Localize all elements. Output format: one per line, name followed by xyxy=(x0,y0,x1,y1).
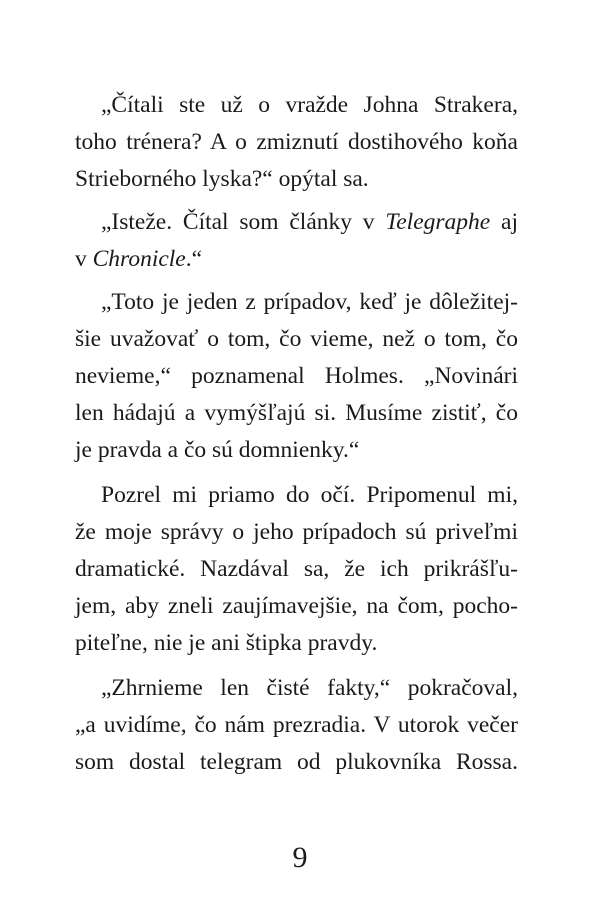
text-line: jem, aby zneli zaujímavejšie, na čom, pocho- xyxy=(75,593,518,619)
text-line: dramatické. Nazdával sa, že ich prikrášľu- xyxy=(75,556,518,582)
text-line: Pozrel mi priamo do očí. Pripomenul mi, xyxy=(101,482,518,508)
text-line: nevieme,“ poznamenal Holmes. „Novinári xyxy=(75,363,518,389)
text-line: Strieborného lyska?“ opýtal sa. xyxy=(75,166,369,192)
text-line: „Čítali ste už o vražde Johna Strakera, xyxy=(101,92,518,118)
text-line: som dostal telegram od plukovníka Rossa. xyxy=(75,749,518,775)
page-number: 9 xyxy=(292,841,308,874)
text-line: v Chronicle.“ xyxy=(75,246,203,272)
text-line: toho trénera? A o zmiznutí dostihového koňa xyxy=(75,129,518,155)
text-line: „Zhrnieme len čisté fakty,“ pokračoval, xyxy=(101,675,518,701)
text-line: že moje správy o jeho prípadoch sú priveľmi xyxy=(75,519,518,545)
text-line: „Toto je jeden z prípadov, keď je dôležitej- xyxy=(101,289,518,315)
text-line: „a uvidíme, čo nám prezradia. V utorok večer xyxy=(75,712,518,738)
text-line: je pravda a čo sú domnienky.“ xyxy=(75,437,360,463)
text-line: šie uvažovať o tom, čo vieme, než o tom, čo xyxy=(75,326,518,352)
text-line: len hádajú a vymýšľajú si. Musíme zistiť, čo xyxy=(75,400,518,426)
text-line: „Isteže. Čítal som články v Telegraphe aj xyxy=(101,209,518,235)
text-line: piteľne, nie je ani štipka pravdy. xyxy=(75,630,378,656)
